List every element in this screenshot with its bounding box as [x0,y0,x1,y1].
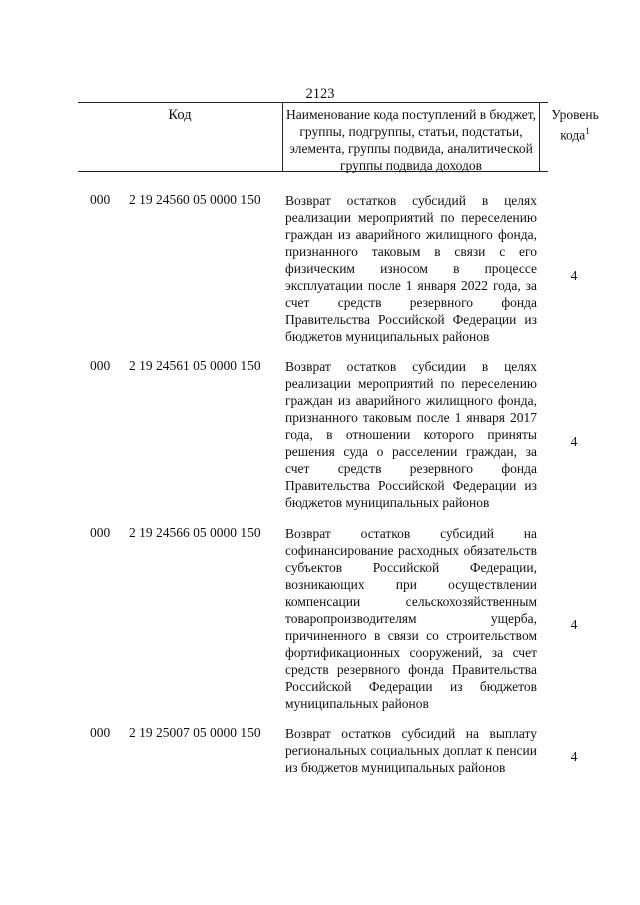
revenue-code: 2 19 25007 05 0000 150 [129,725,261,740]
footnote-marker: 1 [585,126,590,136]
code-level: 4 [570,749,578,764]
revenue-code: 2 19 24561 05 0000 150 [129,358,261,373]
header-code-cell [78,103,283,171]
code-level: 4 [570,617,578,632]
admin-code: 000 [90,192,111,207]
code-level: 4 [570,268,578,283]
page-number: 2123 [305,86,335,102]
header-name-label: Наименование кода поступлений в бюджет, группы, подгруппы, статьи, подстатьи, элемента, группы подвида, аналитической группы подвида доходов [285,107,536,173]
revenue-name: Возврат остатков субсидий на выплату региональных социальных доплат к пенсии из бюджетов муниципальных районов [285,726,537,775]
header-level-cell [540,103,610,171]
admin-code: 000 [90,725,111,740]
header-name-cell [283,103,540,171]
code-level: 4 [570,434,578,449]
revenue-name: Возврат остатков субсидии в целях реализации мероприятий по переселению граждан из аварийного жилищного фонда, признанного таковым после 1 января 2017 года, в отношении которого приняты решения суда о расселении граждан, за счет средств резервного фонда Правительства Российской Федерации из бюджетов муниципальных районов [285,359,537,510]
revenue-name: Возврат остатков субсидий на софинансирование расходных обязательств субъектов Российской Федерации, возникающих при осуществлении компенсации сельскохозяйственным товаропроизводителям ущерба, причиненного в связи со строительством фортификационных сооружений, за счет средств резервного фонда Правительства Российской Федерации из бюджетов муниципальных районов [285,526,537,711]
header-code-label: Код [168,107,192,123]
revenue-name: Возврат остатков субсидий в целях реализации мероприятий по переселению граждан из аварийного жилищного фонда, признанного таковым в связи с его физическим износом в процессе эксплуатации после 1 января 2022 года, за счет средств резервного фонда Правительства Российской Федерации из бюджетов муниципальных районов [285,193,537,344]
admin-code: 000 [90,358,111,373]
admin-code: 000 [90,525,111,540]
revenue-code: 2 19 24560 05 0000 150 [129,192,261,207]
table-header [78,102,599,173]
header-level-label [540,106,610,144]
revenue-code: 2 19 24566 05 0000 150 [129,525,261,540]
header-level-text: Уровень кода [551,107,599,143]
